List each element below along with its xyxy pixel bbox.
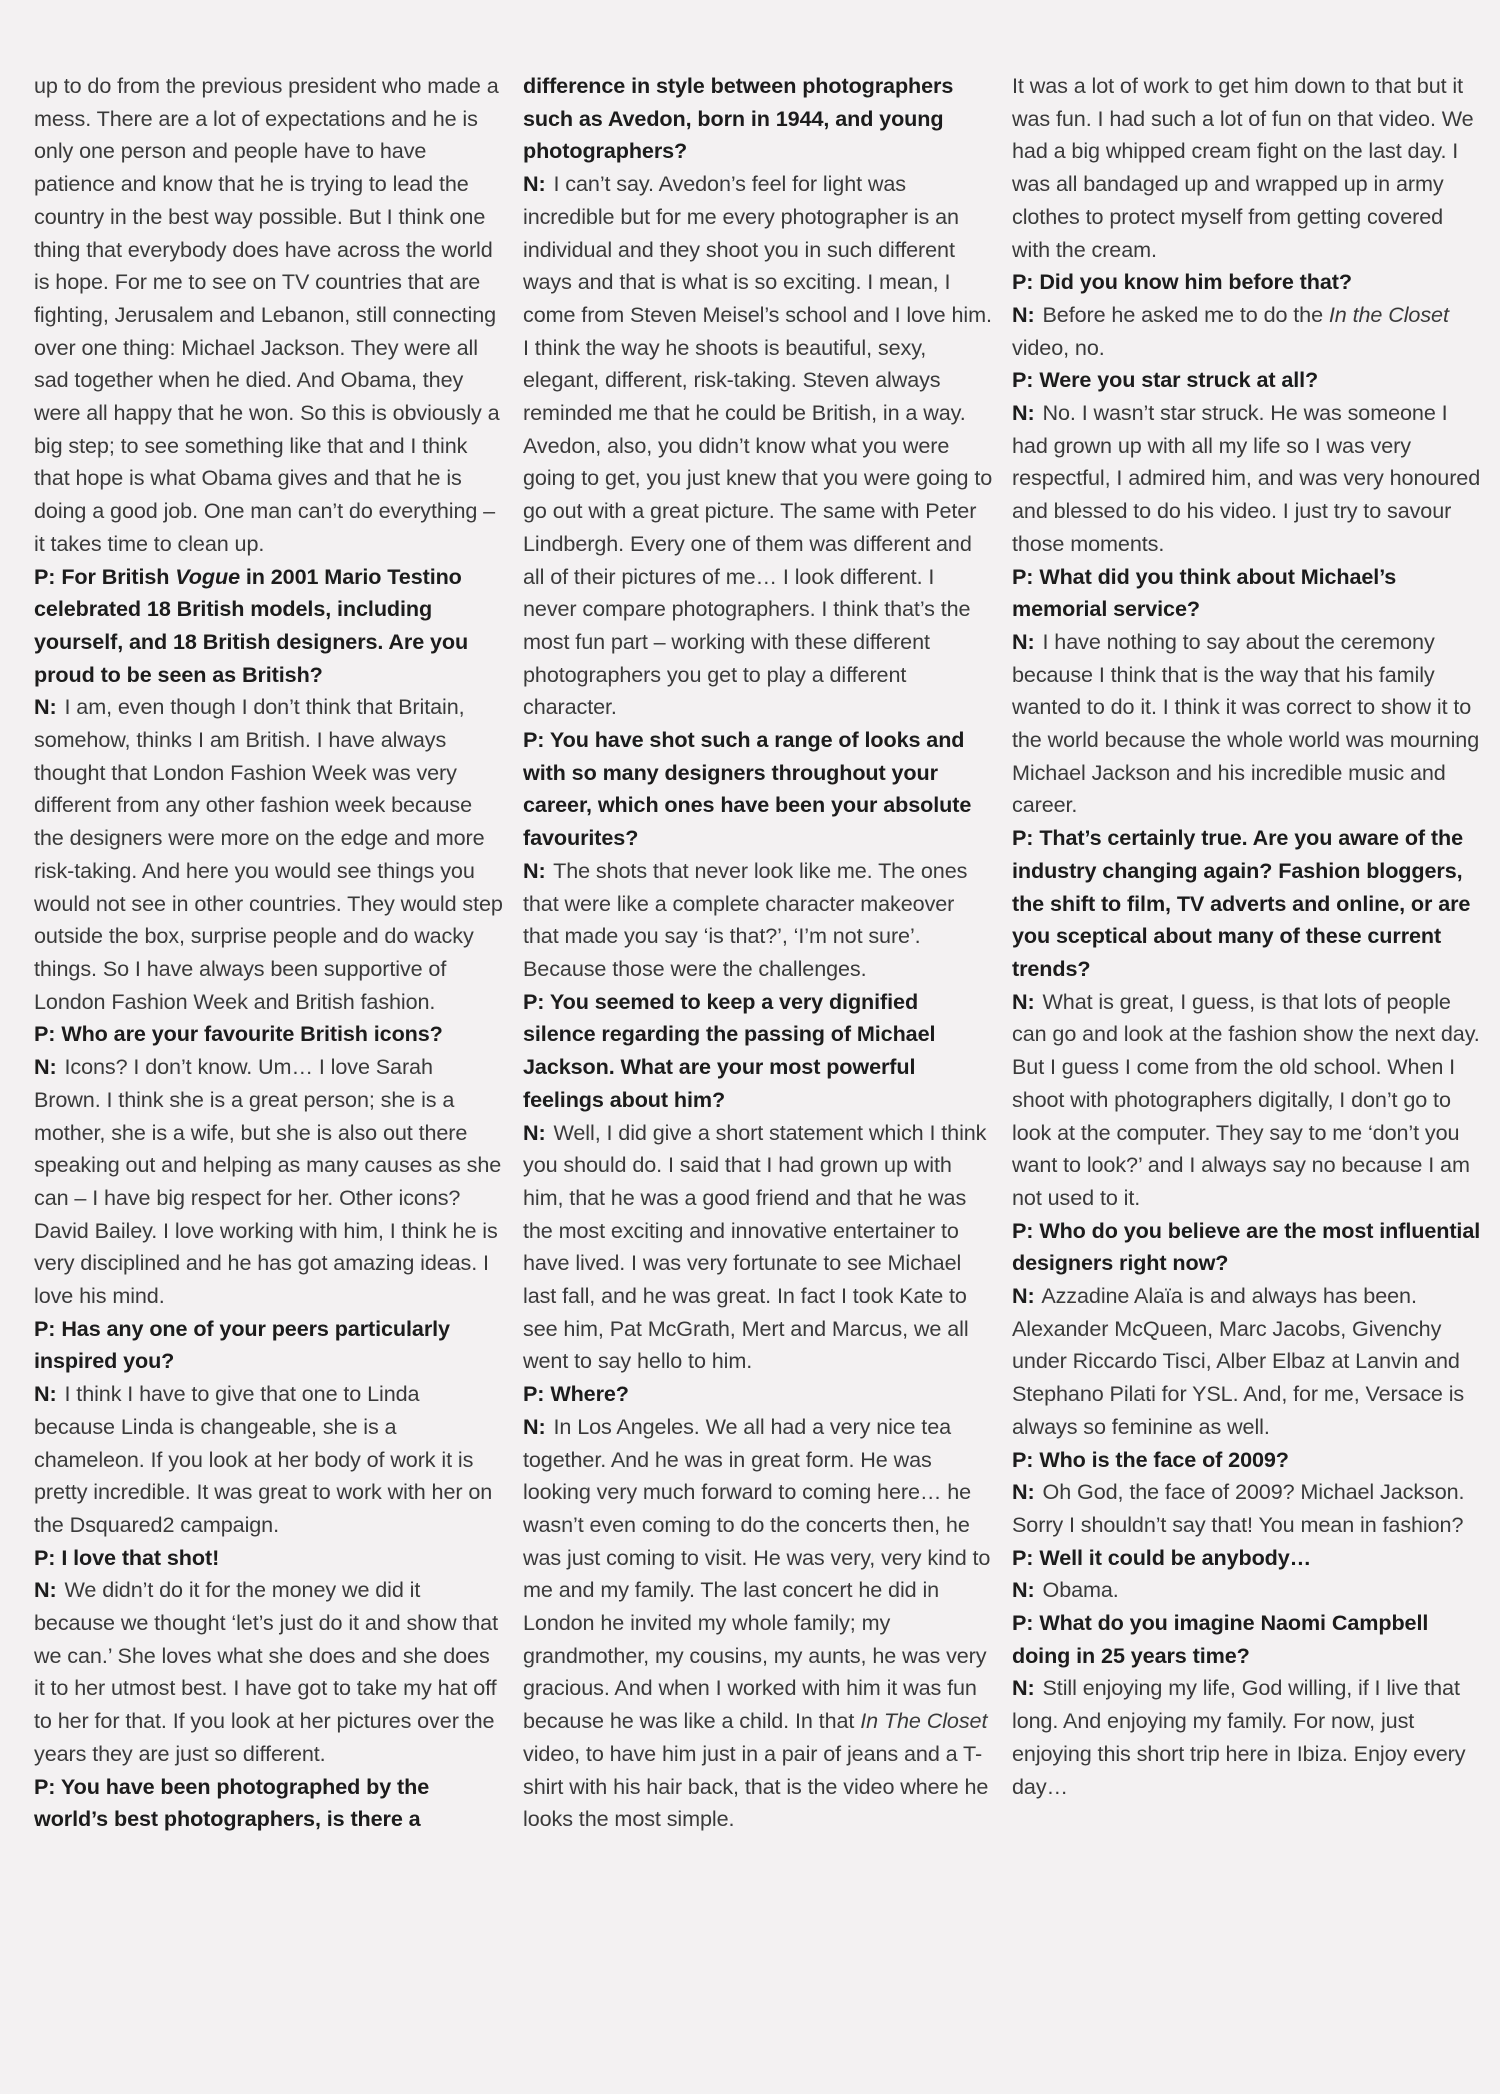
italic-title: In the Closet (1328, 301, 1449, 327)
speaker-label-p: P: (34, 1021, 56, 1047)
speaker-label-p: P: (1012, 1217, 1034, 1243)
interview-answer (34, 1378, 504, 1542)
interview-answer (1012, 1476, 1482, 1541)
speaker-label-n: N: (34, 694, 57, 720)
paragraph-text: difference in style between photographers such as Avedon, born in 1944, and young photographers? (523, 73, 954, 164)
paragraph-text: I can’t say. Avedon’s feel for light was incredible but for me every photographer is an individual and they shoot you in such different ways and that is what is so exciting. I mean, I come from Steven Meisel’s school and I love him. I think the way he shoots is beautiful, sexy, elegant, different, risk-taking. Steven always reminded me that he could be British, in a way. Avedon, also, you didn’t know what you were going to get, you just knew that you were going to go out with a great picture. The same with Peter Lindbergh. Every one of them was different and all of their pictures of me… I look different. I never compare photographers. I think that’s the most fun part – working with these different photographers you get to play a different character. (523, 171, 993, 720)
paragraph-text: video, no. (1012, 334, 1105, 360)
interview-answer (1012, 626, 1482, 822)
speaker-label-p: P: (34, 1315, 56, 1341)
paragraph-text: Who is the face of 2009? (1039, 1446, 1289, 1472)
speaker-label-p: P: (1012, 1610, 1034, 1636)
speaker-label-n: N: (34, 1577, 57, 1603)
interview-answer (1012, 1574, 1482, 1607)
paragraph-text: Where? (550, 1381, 629, 1407)
speaker-label-p: P: (34, 1773, 56, 1799)
paragraph-text: You seemed to keep a very dignified silence regarding the passing of Michael Jackson. What are your most powerful feelings about him? (523, 988, 936, 1112)
paragraph-text: We didn’t do it for the money we did it because we thought ‘let’s just do it and show that we can.’ She loves what she does and she does it to her utmost best. I have got to take my hat off to her for that. If you look at her pictures over the years they are just so different. (34, 1577, 498, 1766)
paragraph-text: Oh God, the face of 2009? Michael Jackson. Sorry I shouldn’t say that! You mean in fashion? (1012, 1479, 1465, 1537)
paragraph-text: Still enjoying my life, God willing, if I live that long. And enjoying my family. For now, just enjoying this short trip here in Ibiza. Enjoy every day… (1012, 1675, 1466, 1799)
interview-question (34, 1313, 504, 1378)
paragraph-text: video, to have him just in a pair of jeans and a T-shirt with his hair back, that is the video where he looks the most simple. (523, 1740, 989, 1832)
interview-answer (1012, 1280, 1482, 1444)
paragraph-text: That’s certainly true. Are you aware of the industry changing again? Fashion bloggers, the shift to film, TV adverts and online, or are you sceptical about many of these current trends? (1012, 825, 1471, 981)
interview-question (1012, 364, 1482, 397)
paragraph-text: up to do from the previous president who made a mess. There are a lot of expectations and he is only one person and people have to have patience and know that he is trying to lead the country in the best way possible. But I think one thing that everybody does have across the world is hope. For me to see on TV countries that are fighting, Jerusalem and Lebanon, still connecting over one thing: Michael Jackson. They were all sad together when he died. And Obama, they were all happy that he won. So this is obviously a big step; to see something like that and I think that hope is what Obama gives and that he is doing a good job. One man can’t do everything – it takes time to clean up. (34, 73, 500, 556)
interview-answer (1012, 299, 1482, 364)
interview-question (34, 1771, 504, 1836)
speaker-label-n: N: (523, 857, 546, 883)
italic-title: In The Closet (860, 1708, 988, 1734)
paragraph-text: Were you star struck at all? (1039, 367, 1319, 393)
paragraph-text: It was a lot of work to get him down to that but it was fun. I had such a lot of fun on that video. We had a big whipped cream fight on the last day. I was all bandaged up and wrapped up in army clothes to protect myself from getting covered with the cream. (1012, 73, 1474, 262)
speaker-label-n: N: (1012, 400, 1035, 426)
paragraph-text: I have nothing to say about the ceremony because I think that is the way that his family wanted to do it. I think it was correct to show it to the world because the whole world was mourning Michael Jackson and his incredible music and career. (1012, 628, 1480, 818)
paragraph-text: What did you think about Michael’s memorial service? (1012, 563, 1397, 622)
paragraph-text: Azzadine Alaïa is and always has been. Alexander McQueen, Marc Jacobs, Givenchy under Riccardo Tisci, Alber Elbaz at Lanvin and Stephano Pilati for YSL. And, for me, Versace is always so feminine as well. (1012, 1283, 1465, 1439)
speaker-label-p: P: (1012, 1446, 1034, 1472)
paragraph-text: What is great, I guess, is that lots of people can go and look at the fashion show the next day. But I guess I come from the old school. When I shoot with photographers digitally, I don’t go to look at the computer. They say to me ‘don’t you want to look?’ and I always say no because I am not used to it. (1012, 988, 1480, 1210)
speaker-label-n: N: (1012, 1577, 1035, 1603)
answer-continuation (1012, 70, 1482, 266)
interview-answer (1012, 1672, 1482, 1803)
speaker-label-n: N: (1012, 1675, 1035, 1701)
interview-question (34, 1542, 504, 1575)
interview-answer (523, 168, 993, 724)
paragraph-text: No. I wasn’t star struck. He was someone I had grown up with all my life so I was very respectful, I admired him, and was very honoured and blessed to do his video. I just try to savour those moments. (1012, 400, 1481, 556)
interview-question (523, 1378, 993, 1411)
paragraph-text: I think I have to give that one to Linda because Linda is changeable, she is a chameleon. If you look at her body of work it is pretty incredible. It was great to work with her on the Dsquared2 campaign. (34, 1381, 493, 1537)
speaker-label-n: N: (34, 1054, 57, 1080)
interview-answer (1012, 986, 1482, 1215)
paragraph-text: Well, I did give a short statement which I think you should do. I said that I had grown up with him, that he was a good friend and that he was the most exciting and innovative entertainer to have lived. I was very fortunate to see Michael last fall, and he was great. In fact I took Kate to see him, Pat McGrath, Mert and Marcus, we all went to say hello to him. (523, 1119, 987, 1374)
speaker-label-p: P: (1012, 367, 1034, 393)
speaker-label-p: P: (523, 1381, 545, 1407)
paragraph-text: You have shot such a range of looks and with so many designers throughout your career, which ones have been your absolute favourites? (523, 727, 972, 851)
paragraph-text: In Los Angeles. We all had a very nice tea together. And he was in great form. He was looking very much forward to coming here… he wasn’t even coming to do the concerts then, he was just coming to visit. He was very, very kind to me and my family. The last concert he did in London he invited my whole family; my grandmother, my cousins, my aunts, he was very gracious. And when I worked with him it was fun because he was like a child. In that (523, 1413, 991, 1734)
paragraph-text: I love that shot! (61, 1544, 220, 1570)
paragraph-text: For British (61, 563, 176, 589)
paragraph-text: Has any one of your peers particularly inspired you? (34, 1315, 450, 1374)
speaker-label-n: N: (34, 1381, 57, 1407)
interview-answer (1012, 397, 1482, 561)
speaker-label-n: N: (1012, 1283, 1035, 1309)
speaker-label-p: P: (523, 727, 545, 753)
speaker-label-p: P: (34, 1544, 56, 1570)
speaker-label-n: N: (523, 171, 546, 197)
interview-question (1012, 822, 1482, 986)
speaker-label-n: N: (523, 1413, 546, 1439)
interview-answer (34, 691, 504, 1018)
interview-question (1012, 1444, 1482, 1477)
interview-question (1012, 1215, 1482, 1280)
text-column-2 (523, 70, 993, 1836)
interview-question (1012, 1607, 1482, 1672)
speaker-label-p: P: (1012, 1544, 1034, 1570)
paragraph-text: Obama. (1042, 1577, 1119, 1603)
paragraph-text: You have been photographed by the world’s best photographers, is there a (34, 1773, 430, 1832)
text-column-1 (34, 70, 504, 1836)
paragraph-text: The shots that never look like me. The ones that were like a complete character makeover that made you say ‘is that?’, ‘I’m not sure’. Because those were the challenges. (523, 857, 968, 981)
paragraph-text: I am, even though I don’t think that Britain, somehow, thinks I am British. I have always thought that London Fashion Week was very different from any other fashion week because the designers were more on the edge and more risk-taking. And here you would see things you would not see in other countries. They would step outside the box, surprise people and do wacky things. So I have always been supportive of London Fashion Week and British fashion. (34, 694, 503, 1014)
interview-question (1012, 561, 1482, 626)
interview-answer (523, 1411, 993, 1836)
interview-answer (523, 1117, 993, 1379)
interview-question (523, 724, 993, 855)
paragraph-text: Before he asked me to do the (1042, 301, 1329, 327)
speaker-label-p: P: (1012, 825, 1034, 851)
paragraph-text: What do you imagine Naomi Campbell doing in 25 years time? (1012, 1610, 1429, 1668)
paragraph-text: Icons? I don’t know. Um… I love Sarah Brown. I think she is a great person; she is a mother, she is a wife, but she is also out there speaking out and helping as many causes as she can – I have big respect for her. Other icons? David Bailey. I love working with him, I think he is very disciplined and he has got amazing ideas. I love his mind. (34, 1054, 502, 1309)
speaker-label-p: P: (1012, 563, 1034, 589)
answer-continuation (34, 70, 504, 561)
paragraph-text: in 2001 Mario Testino celebrated 18 British models, including yourself, and 18 British designers. Are you proud to be seen as British? (34, 563, 469, 687)
interview-question (34, 1018, 504, 1051)
interview-question (523, 986, 993, 1117)
interview-question (1012, 1542, 1482, 1575)
speaker-label-n: N: (1012, 988, 1035, 1014)
paragraph-text: Who are your favourite British icons? (61, 1021, 443, 1047)
speaker-label-n: N: (1012, 1479, 1035, 1505)
speaker-label-p: P: (34, 563, 56, 589)
interview-question (1012, 266, 1482, 299)
italic-title: Vogue (175, 563, 240, 589)
text-column-3 (1012, 70, 1482, 1803)
speaker-label-p: P: (1012, 269, 1034, 295)
interview-question (34, 561, 504, 692)
speaker-label-p: P: (523, 988, 545, 1014)
paragraph-text: Who do you believe are the most influential designers right now? (1012, 1217, 1481, 1276)
paragraph-text: Did you know him before that? (1039, 269, 1352, 295)
paragraph-text: Well it could be anybody… (1039, 1544, 1312, 1570)
interview-answer (523, 855, 993, 986)
interview-answer (34, 1051, 504, 1313)
speaker-label-n: N: (523, 1119, 546, 1145)
interview-answer (34, 1574, 504, 1770)
question-continuation (523, 70, 993, 168)
speaker-label-n: N: (1012, 628, 1035, 654)
speaker-label-n: N: (1012, 301, 1035, 327)
